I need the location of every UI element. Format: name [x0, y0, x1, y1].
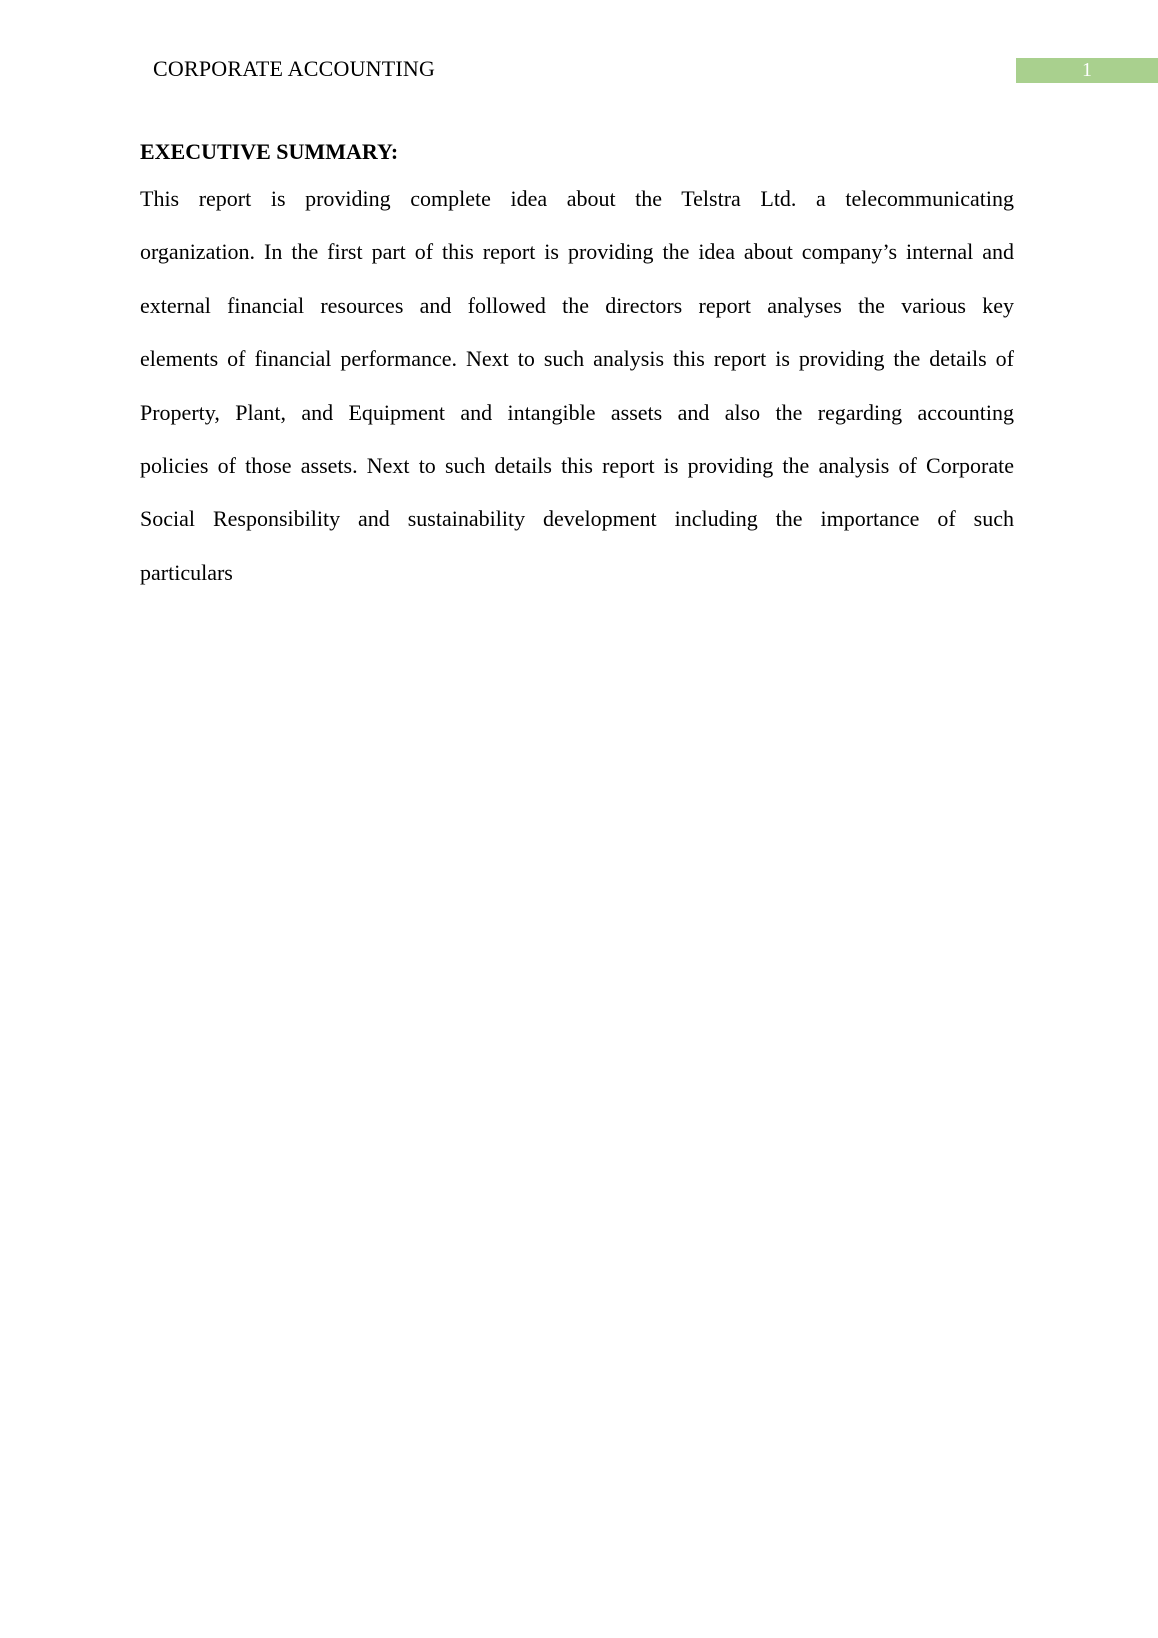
- summary-line: elements of financial performance. Next to such analysis this report is providing the details of: [140, 346, 1014, 372]
- summary-line: organization. In the first part of this report is providing the idea about company’s internal and: [140, 239, 1014, 265]
- summary-line: policies of those assets. Next to such details this report is providing the analysis of Corporate: [140, 452, 1014, 478]
- summary-line: Property, Plant, and Equipment and intangible assets and also the regarding accounting: [140, 399, 1014, 425]
- summary-line: Social Responsibility and sustainability development including the importance of such: [140, 506, 1014, 532]
- page-number-box: [1016, 58, 1158, 83]
- summary-line: This report is providing complete idea about the Telstra Ltd. a telecommunicating: [140, 186, 1014, 211]
- summary-line: external financial resources and followed the directors report analyses the various key: [140, 292, 1014, 318]
- executive-summary-body: [140, 172, 1014, 599]
- running-head-title: CORPORATE ACCOUNTING: [153, 56, 436, 81]
- executive-summary-heading: EXECUTIVE SUMMARY:: [140, 139, 399, 164]
- summary-line: particulars: [140, 559, 233, 585]
- page-number: 1: [1082, 59, 1092, 81]
